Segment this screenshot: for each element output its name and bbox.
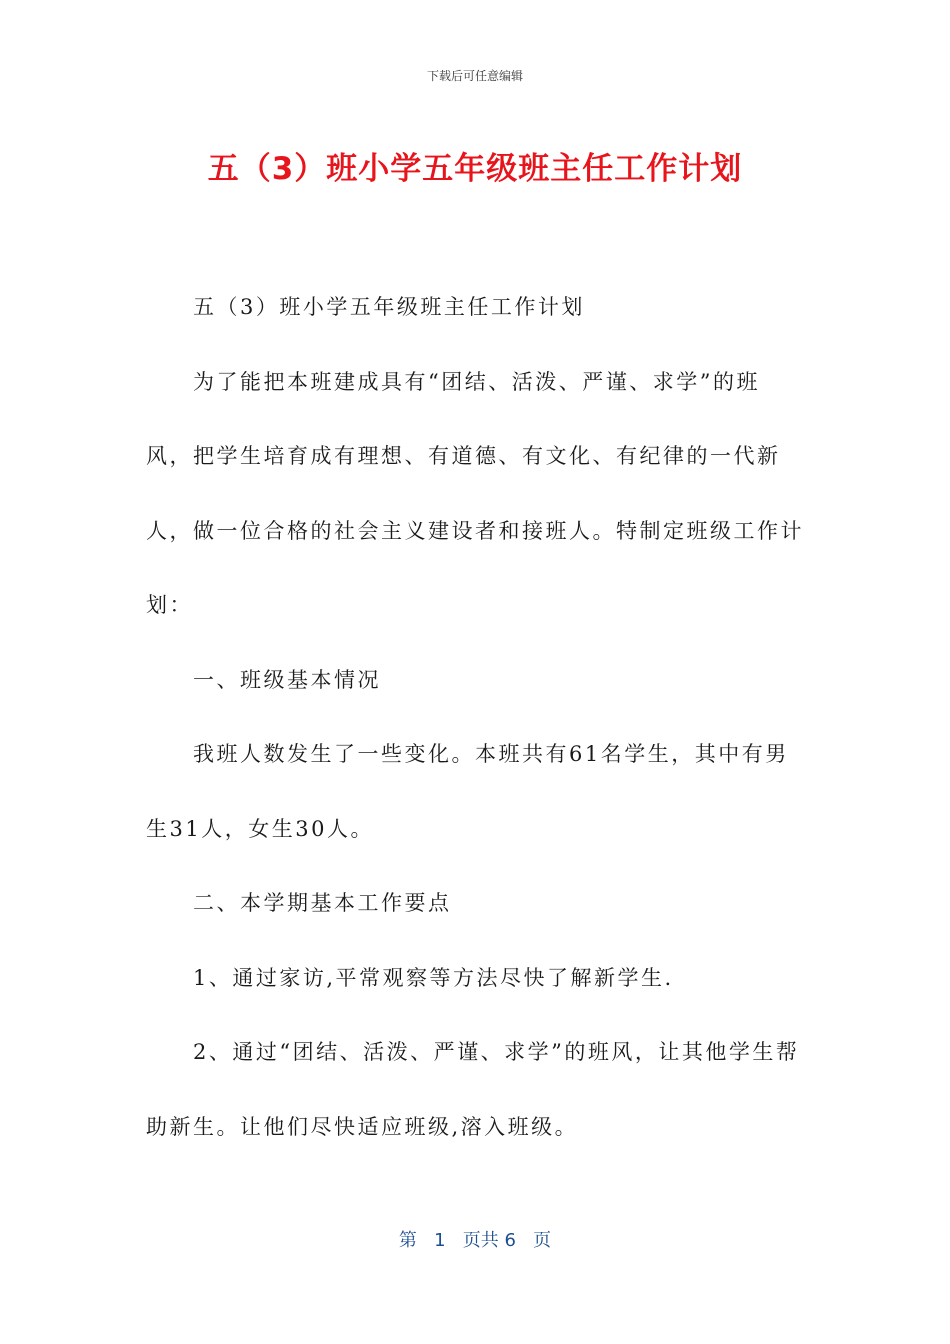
footer-label-end: 页 bbox=[533, 1230, 552, 1251]
section-heading-1: 一、班级基本情况 bbox=[193, 667, 381, 692]
paragraph-subtitle: 五（3）班小学五年级班主任工作计划 bbox=[193, 295, 585, 319]
paragraph-point-1: 1、通过家访,平常观察等方法尽快了解新学生. bbox=[193, 965, 674, 990]
document-title: 五（3）班小学五年级班主任工作计划 bbox=[207, 151, 743, 187]
footer-current-page: 1 bbox=[434, 1230, 446, 1251]
paragraph-class-info: 我班人数发生了一些变化。本班共有61名学生，其中有男生31人，女生30人。 bbox=[146, 742, 789, 841]
footer-label-of: 页共 bbox=[462, 1230, 499, 1251]
page-footer bbox=[0, 1226, 950, 1252]
footer-label-page: 第 bbox=[398, 1230, 417, 1251]
header-note: 下载后可任意编辑 bbox=[426, 69, 523, 83]
paragraph-point-2: 2、通过“团结、活泼、严谨、求学”的班风，让其他学生帮助新生。让他们尽快适应班级,溶入班级。 bbox=[146, 1040, 800, 1139]
document-body bbox=[146, 270, 806, 1164]
section-heading-2: 二、本学期基本工作要点 bbox=[193, 891, 452, 915]
paragraph-intro: 为了能把本班建成具有“团结、活泼、严谨、求学”的班风，把学生培育成有理想、有道德、有文化、有纪律的一代新人，做一位合格的社会主义建设者和接班人。特制定班级工作计划： bbox=[146, 369, 804, 617]
footer-total-pages: 6 bbox=[504, 1230, 516, 1251]
